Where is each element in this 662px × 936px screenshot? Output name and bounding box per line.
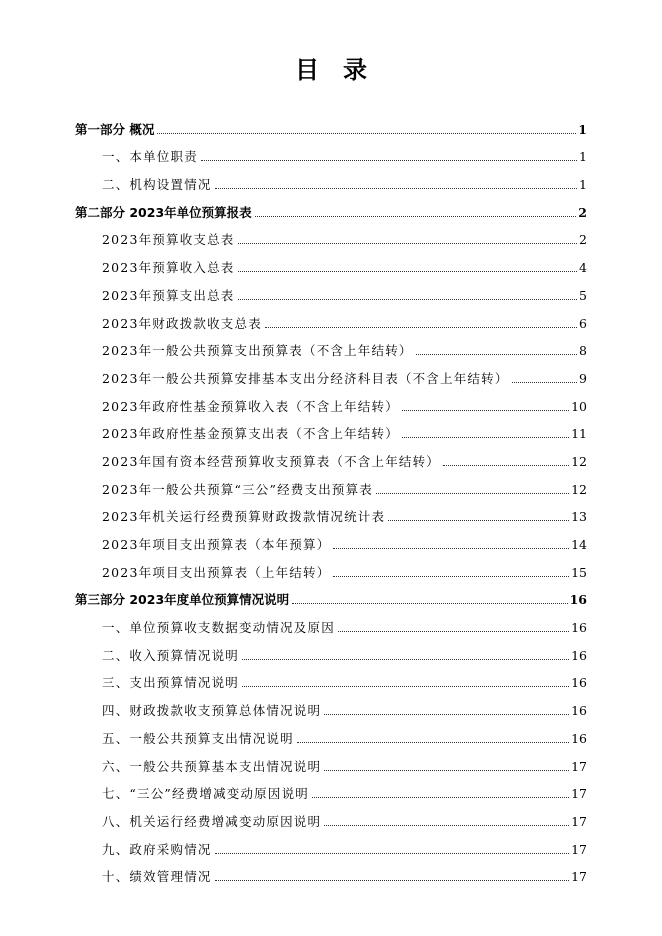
- toc-entry-page-number: 17: [571, 786, 587, 802]
- toc-entry[interactable]: [0, 501, 662, 529]
- toc-entry-label: 第二部分 2023年单位预算报表: [75, 204, 252, 220]
- toc-entry-label: 五、一般公共预算支出情况说明: [102, 730, 294, 746]
- dot-leader: [324, 824, 569, 826]
- toc-entry-label: 2023年项目支出预算表（上年结转）: [102, 564, 331, 580]
- toc-entry[interactable]: [0, 861, 662, 889]
- toc-entry[interactable]: [0, 168, 662, 196]
- toc-entry[interactable]: [0, 362, 662, 390]
- toc-entry-page-number: 13: [571, 509, 587, 525]
- toc-entry-page-number: 11: [571, 426, 587, 442]
- toc-entry-label: 三、支出预算情况说明: [102, 675, 240, 691]
- dot-leader: [238, 242, 578, 244]
- toc-entry-label: 八、机关运行经费增减变动原因说明: [102, 813, 322, 829]
- toc-entry[interactable]: [0, 307, 662, 335]
- dot-leader: [242, 658, 569, 660]
- dot-leader: [416, 353, 577, 355]
- dot-leader: [333, 547, 569, 549]
- toc-entry-page-number: 17: [571, 869, 587, 885]
- dot-leader: [402, 409, 569, 411]
- toc-entry-label: 七、“三公”经费增减变动原因说明: [102, 786, 309, 802]
- toc-entry[interactable]: [0, 279, 662, 307]
- toc-entry-label: 一、单位预算收支数据变动情况及原因: [102, 620, 335, 636]
- toc-entry-page-number: 17: [571, 758, 587, 774]
- toc-entry-page-number: 16: [571, 647, 587, 663]
- toc-entry-page-number: 5: [579, 287, 587, 303]
- dot-leader: [512, 381, 578, 383]
- toc-section-entry[interactable]: [0, 113, 662, 141]
- dot-leader: [324, 713, 569, 715]
- toc-entry-page-number: 16: [571, 620, 587, 636]
- toc-entry-page-number: 12: [571, 481, 587, 497]
- toc-entry-label: 2023年预算收入总表: [102, 260, 235, 276]
- dot-leader: [312, 796, 569, 798]
- toc-entry-page-number: 2: [578, 204, 587, 220]
- toc-entry-label: 2023年一般公共预算安排基本支出分经济科目表（不含上年结转）: [102, 370, 509, 386]
- toc-entry-page-number: 2: [579, 232, 587, 248]
- dot-leader: [338, 630, 569, 632]
- page-title-char-1: 目: [295, 56, 319, 84]
- toc-entry-label: 2023年一般公共预算“三公”经费支出预算表: [102, 481, 373, 497]
- dot-leader: [388, 519, 569, 521]
- toc-entry-label: 九、政府采购情况: [102, 841, 212, 857]
- dot-leader: [238, 270, 578, 272]
- page-title: [0, 50, 662, 85]
- table-of-contents: [0, 113, 662, 888]
- toc-entry[interactable]: [0, 445, 662, 473]
- toc-entry[interactable]: [0, 805, 662, 833]
- toc-entry-page-number: 6: [579, 315, 587, 331]
- toc-section-entry[interactable]: [0, 584, 662, 612]
- dot-leader: [324, 769, 569, 771]
- toc-entry[interactable]: [0, 528, 662, 556]
- toc-entry-page-number: 1: [578, 121, 587, 137]
- toc-entry-label: 2023年财政拨款收支总表: [102, 315, 262, 331]
- toc-entry-page-number: 1: [579, 149, 587, 165]
- toc-entry-page-number: 10: [571, 398, 587, 414]
- toc-entry-label: 2023年政府性基金预算收入表（不含上年结转）: [102, 398, 399, 414]
- toc-entry-label: 2023年一般公共预算支出预算表（不含上年结转）: [102, 343, 413, 359]
- toc-entry-label: 四、财政拨款收支预算总体情况说明: [102, 703, 322, 719]
- toc-entry[interactable]: [0, 750, 662, 778]
- toc-entry[interactable]: [0, 611, 662, 639]
- dot-leader: [238, 298, 578, 300]
- toc-section-entry[interactable]: [0, 196, 662, 224]
- toc-entry[interactable]: [0, 390, 662, 418]
- toc-entry[interactable]: [0, 778, 662, 806]
- dot-leader: [215, 879, 569, 881]
- toc-entry-page-number: 16: [571, 675, 587, 691]
- dot-leader: [376, 492, 569, 494]
- dot-leader: [157, 132, 576, 134]
- dot-leader: [242, 685, 569, 687]
- toc-entry-label: 2023年政府性基金预算支出表（不含上年结转）: [102, 426, 399, 442]
- toc-entry-label: 第一部分 概况: [75, 121, 155, 137]
- dot-leader: [443, 464, 569, 466]
- toc-entry[interactable]: [0, 335, 662, 363]
- toc-entry-label: 第三部分 2023年度单位预算情况说明: [75, 592, 290, 608]
- toc-entry[interactable]: [0, 224, 662, 252]
- toc-entry-label: 十、绩效管理情况: [102, 869, 212, 885]
- toc-entry[interactable]: [0, 556, 662, 584]
- toc-entry-page-number: 4: [579, 260, 587, 276]
- toc-entry[interactable]: [0, 418, 662, 446]
- dot-leader: [292, 602, 567, 604]
- toc-entry-label: 2023年机关运行经费预算财政拨款情况统计表: [102, 509, 386, 525]
- toc-entry-page-number: 16: [571, 730, 587, 746]
- toc-entry[interactable]: [0, 667, 662, 695]
- dot-leader: [297, 741, 569, 743]
- toc-entry[interactable]: [0, 694, 662, 722]
- toc-entry-label: 一、本单位职责: [102, 149, 198, 165]
- toc-entry[interactable]: [0, 473, 662, 501]
- dot-leader: [201, 159, 577, 161]
- dot-leader: [215, 187, 577, 189]
- dot-leader: [333, 575, 569, 577]
- toc-entry[interactable]: [0, 251, 662, 279]
- toc-entry-label: 2023年项目支出预算表（本年预算）: [102, 537, 331, 552]
- toc-entry[interactable]: [0, 722, 662, 750]
- toc-entry-page-number: 8: [579, 343, 587, 359]
- page-title-char-2: 录: [343, 56, 367, 84]
- toc-entry[interactable]: [0, 639, 662, 667]
- toc-entry-page-number: 12: [571, 453, 587, 469]
- toc-entry-label: 2023年国有资本经营预算收支预算表（不含上年结转）: [102, 453, 441, 469]
- toc-entry-page-number: 17: [571, 813, 587, 829]
- toc-entry[interactable]: [0, 833, 662, 861]
- toc-entry-label: 二、机构设置情况: [102, 177, 212, 193]
- toc-entry-page-number: 15: [571, 564, 587, 580]
- toc-entry-page-number: 16: [569, 592, 587, 608]
- toc-entry-label: 2023年预算收支总表: [102, 232, 235, 248]
- toc-entry[interactable]: [0, 141, 662, 169]
- dot-leader: [255, 215, 577, 217]
- toc-entry-page-number: 14: [571, 537, 587, 552]
- dot-leader: [402, 436, 569, 438]
- toc-entry-page-number: 16: [571, 703, 587, 719]
- dot-leader: [265, 326, 577, 328]
- toc-entry-label: 2023年预算支出总表: [102, 287, 235, 303]
- dot-leader: [215, 852, 569, 854]
- toc-entry-page-number: 17: [571, 841, 587, 857]
- toc-entry-page-number: 1: [579, 177, 587, 193]
- toc-entry-label: 六、一般公共预算基本支出情况说明: [102, 758, 322, 774]
- toc-entry-page-number: 9: [579, 370, 587, 386]
- toc-entry-label: 二、收入预算情况说明: [102, 647, 240, 663]
